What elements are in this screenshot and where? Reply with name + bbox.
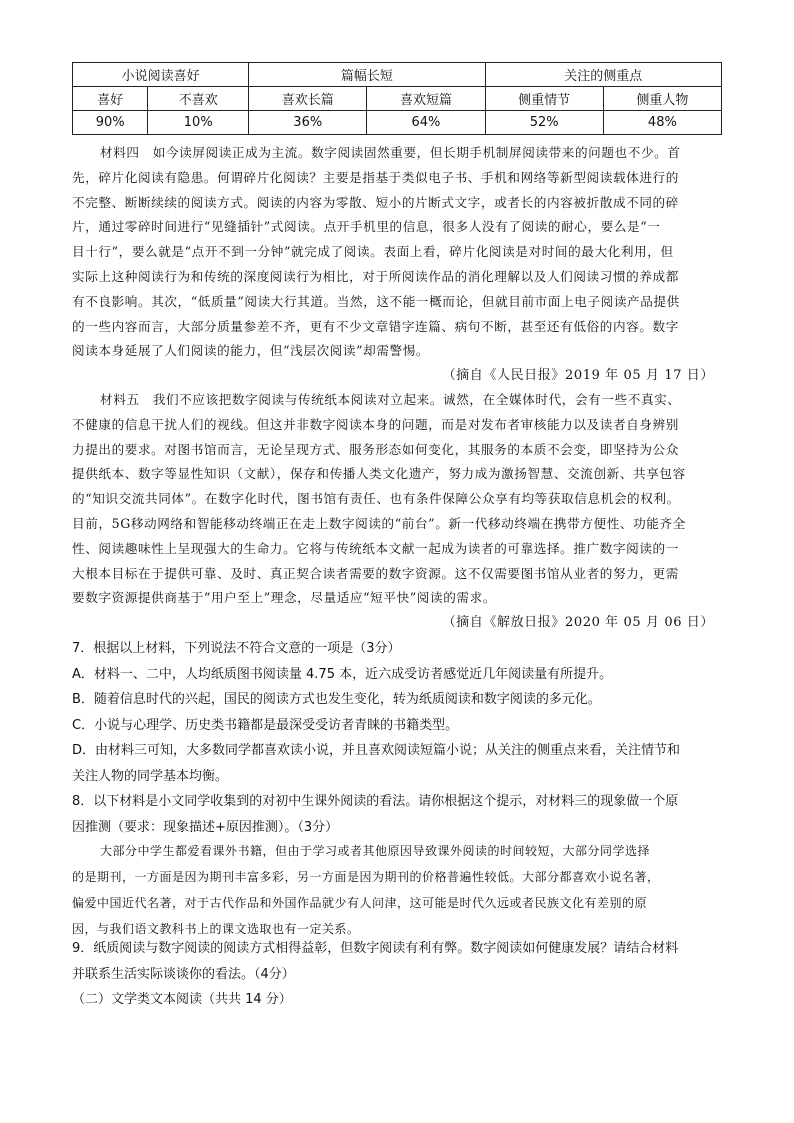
paragraph-line: 阅读本身延展了人们阅读的能力，但“浅层次阅读”却需警惕。 bbox=[72, 343, 430, 359]
question-8-material bbox=[72, 838, 732, 942]
table-subheader-row bbox=[73, 87, 722, 111]
table-header-row bbox=[73, 63, 722, 87]
table-value-cell: 90% bbox=[73, 111, 148, 135]
paragraph-line: 有不良影响。其次，“低质量”阅读大行其道。当然，这不能一概而论，但就目前市面上电子阅读产品提供 bbox=[72, 293, 680, 309]
paragraph-line: 要数字资源提供商基于“用户至上”理念，尽量适应“短平快”阅读的需求。 bbox=[72, 590, 496, 606]
section-heading: （二）文学类文本阅读（共共 14 分） bbox=[72, 992, 292, 1007]
question-9: 9．纸质阅读与数字阅读的阅读方式相得益彰，但数字阅读有利有弊。数字阅读如何健康发展？请结合材料 bbox=[72, 941, 679, 956]
option-d: D．由材料三可知，大多数同学都喜欢读小说，并且喜欢阅读短篇小说；从关注的侧重点来看，关注情节和 bbox=[72, 743, 681, 758]
table-value-cell: 64% bbox=[367, 111, 485, 135]
table-value-cell: 36% bbox=[249, 111, 367, 135]
paragraph-line: 因，与我们语文教科书上的课文选取也有一定关系。 bbox=[72, 922, 360, 936]
option-a: A．材料一、二中，人均纸质图书阅读量 4.75 本，近六成受访者感觉近几年阅读量有所提升。 bbox=[72, 666, 613, 682]
option-c: C．小说与心理学、历史类书籍都是最深受受访者青睐的书籍类型。 bbox=[72, 717, 459, 733]
question-8-continued: 因推测（要求：现象描述+原因推测）。（3分） bbox=[72, 819, 339, 835]
table-subheader-cell: 喜欢长篇 bbox=[249, 87, 367, 111]
paragraph-line: 材料四 如今读屏阅读正成为主流。数字阅读固然重要，但长期手机制屏阅读带来的问题也不少。首 bbox=[100, 145, 681, 160]
option-b: B．随着信息时代的兴起，国民的阅读方式也发生变化，转为纸质阅读和数字阅读的多元化。 bbox=[72, 692, 601, 707]
paragraph-line: 不完整、断断续续的阅读方式。阅读的内容为零散、短小的片断式文字，或者长的内容被折散成不同的碎 bbox=[72, 194, 679, 210]
question-9-continued: 并联系生活实际谈谈你的看法。（4分） bbox=[72, 966, 295, 982]
question-7: 7．根据以上材料，下列说法不符合文意的一项是（3分） bbox=[72, 641, 401, 656]
paragraph-line: 提供纸本、数字等显性知识（文献），保存和传播人类文化遗产，努力成为激扬智慧、交流创新、共享包容 bbox=[72, 466, 686, 482]
table-subheader-cell: 不喜欢 bbox=[148, 87, 249, 111]
source-citation: （摘自《解放日报》2020 年 05 月 06 日） bbox=[442, 615, 714, 631]
table-value-row bbox=[73, 111, 722, 135]
paragraph-line: 片，通过零碎时间进行“见缝插针”式阅读。点开手机里的信息，很多人没有了阅读的耐心，要么是“一 bbox=[72, 219, 661, 235]
paragraph-line: 性、阅读趣味性上呈现强大的生命力。它将与传统纸本文献一起成为读者的可靠选择。推广数字阅读的一 bbox=[72, 540, 679, 556]
source-citation: （摘自《人民日报》2019 年 05 月 17 日） bbox=[442, 368, 714, 384]
paragraph-line: 偏爱中国近代名著，对于古代作品和外国作品就少有人问津，这可能是时代久远或者民族文化有差别的原 bbox=[72, 896, 648, 910]
paragraph-line: 目前，5G移动网络和智能移动终端正在走上数字阅读的“前台”。新一代移动终端在携带方便性、功能齐全 bbox=[72, 515, 686, 531]
question-9-block bbox=[72, 936, 732, 1013]
table-value-cell: 10% bbox=[148, 111, 249, 135]
paragraph-line: 的一些内容而言，大部分质量参差不齐，更有不少文章错字连篇、病句不断，甚至还有低俗的内容。数字 bbox=[72, 318, 679, 334]
paragraph-line: 大根本目标在于提供可靠、及时、真正契合读者需要的数字资源。这不仅需要图书馆从业者的努力，更需 bbox=[72, 565, 679, 581]
paragraph-line: 力提出的要求。对图书馆而言，无论呈现方式、服务形态如何变化，其服务的本质不会变，即坚持为公众 bbox=[72, 441, 679, 457]
paragraph-line: 材料五 我们不应该把数字阅读与传统纸本阅读对立起来。诚然，在全媒体时代，会有一些不真实、 bbox=[100, 392, 681, 407]
paragraph-line: 的“知识交流共同体”。在数字化时代，图书馆有责任、也有条件保障公众享有均等获取信息机会的权利。 bbox=[72, 491, 680, 507]
table-header-cell: 篇幅长短 bbox=[249, 63, 485, 87]
material-four bbox=[72, 141, 732, 389]
material-five bbox=[72, 388, 732, 636]
table-header-cell: 关注的侧重点 bbox=[485, 63, 721, 87]
table-value-cell: 48% bbox=[603, 111, 721, 135]
paragraph-line: 先，碎片化阅读有隐患。何谓碎片化阅读？主要是指基于类似电子书、手机和网络等新型阅读载体进行的 bbox=[72, 169, 679, 185]
question-8: 8．以下材料是小文同学收集到的对初中生课外阅读的看法。请你根据这个提示，对材料三的现象做一个原 bbox=[72, 794, 679, 809]
table-subheader-cell: 喜欢短篇 bbox=[367, 87, 485, 111]
table-subheader-cell: 喜好 bbox=[73, 87, 148, 111]
reading-survey-table bbox=[72, 62, 722, 135]
table-value-cell: 52% bbox=[485, 111, 603, 135]
paragraph-line: 的是期刊，一方面是因为期刊丰富多彩，另一方面是因为期刊的价格普遍性较低。大部分都喜欢小说名著， bbox=[72, 870, 660, 884]
paragraph-line: 目十行”，要么就是“点开不到一分钟”就完成了阅读。表面上看，碎片化阅读是对时间的最大化利用，但 bbox=[72, 244, 674, 260]
table-subheader-cell: 侧重人物 bbox=[603, 87, 721, 111]
table-subheader-cell: 侧重情节 bbox=[485, 87, 603, 111]
paragraph-line: 实际上这种阅读行为和传统的深度阅读行为相比，对于所阅读作品的消化理解以及人们阅读习惯的养成都 bbox=[72, 268, 679, 284]
table-header-cell: 小说阅读喜好 bbox=[73, 63, 249, 87]
option-d-continued: 关注人物的同学基本均衡。 bbox=[72, 768, 229, 784]
paragraph-line: 不健康的信息干扰人们的视线。但这并非数字阅读本身的问题，而是对发布者审核能力以及读者自身辨别 bbox=[72, 416, 679, 432]
questions-7-8 bbox=[72, 636, 732, 840]
paragraph-line: 大部分中学生都爱看课外书籍，但由于学习或者其他原因导致课外阅读的时间较短，大部分同学选择 bbox=[100, 844, 651, 858]
